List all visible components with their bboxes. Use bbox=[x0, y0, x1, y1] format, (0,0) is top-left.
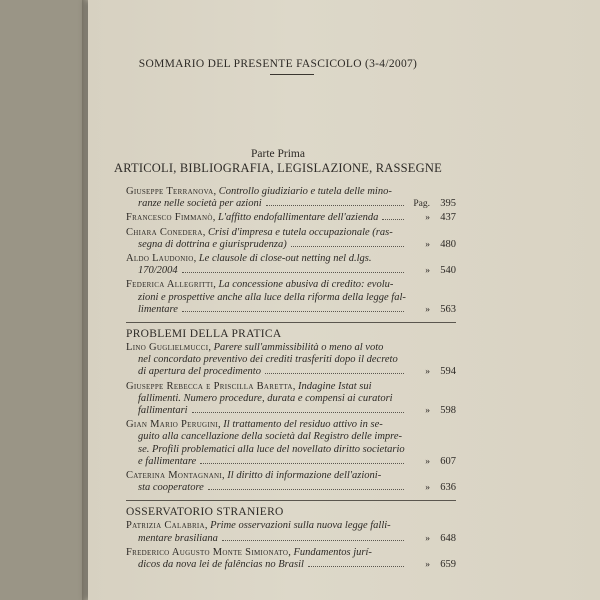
toc-entry-text: Giuseppe Rebecca e Priscilla Baretta, Indagine Istat sui bbox=[126, 380, 372, 392]
leader-dots bbox=[182, 271, 404, 273]
author-name: Gian Mario Perugini bbox=[126, 419, 219, 431]
toc-entry-line bbox=[126, 482, 456, 494]
toc-entry-line bbox=[126, 520, 456, 532]
author-name: Lino Guglielmucci bbox=[126, 342, 209, 354]
toc-entry-text: Chiara Conedera, Crisi d'impresa e tutela occupazionale (ras- bbox=[126, 226, 393, 238]
page-number: 607 bbox=[440, 455, 456, 467]
page-marker: » bbox=[425, 406, 430, 417]
section-divider bbox=[126, 500, 456, 501]
toc-entry bbox=[126, 279, 456, 316]
page-marker: » bbox=[425, 456, 430, 467]
toc-entry-text: Frederico Augusto Monte Simionato, Fundamentos jurí- bbox=[126, 546, 372, 558]
toc-entry-text bbox=[138, 431, 402, 442]
toc-entry-text: Lino Guglielmucci, Parere sull'ammissibilità o meno al voto bbox=[126, 342, 384, 354]
article-title: 170/2004 bbox=[138, 265, 178, 277]
leader-dots bbox=[222, 539, 404, 541]
article-title: mentare brasiliana bbox=[138, 532, 218, 544]
article-title: fallimentari bbox=[138, 405, 188, 417]
toc-entry-text bbox=[138, 456, 196, 468]
problemi-section bbox=[126, 342, 456, 494]
page-number: 594 bbox=[440, 366, 456, 378]
toc-entry bbox=[126, 381, 456, 418]
toc-entry-text bbox=[138, 304, 178, 316]
toc-entry bbox=[126, 227, 456, 251]
author-name: Caterina Montagnani bbox=[126, 470, 223, 482]
page-marker: » bbox=[425, 533, 430, 544]
leader-dots bbox=[265, 372, 404, 374]
toc-entry-line bbox=[126, 533, 456, 545]
author-name: Giuseppe Rebecca e Priscilla Baretta bbox=[126, 380, 293, 392]
article-title: zioni e prospettive anche alla luce della riforma della legge fal- bbox=[138, 291, 406, 303]
toc-entry-line bbox=[126, 547, 456, 559]
toc-entry bbox=[126, 253, 456, 277]
toc-entry-text bbox=[138, 482, 204, 494]
article-title: fallimenti. Numero procedure, durata e compensi ai curatori bbox=[138, 392, 393, 404]
toc-entry-line bbox=[126, 304, 456, 316]
toc-entry-line bbox=[126, 212, 456, 224]
page-marker: » bbox=[425, 367, 430, 378]
toc-entry bbox=[126, 520, 456, 544]
article-title: Il diritto di informazione dell'azioni- bbox=[227, 470, 382, 482]
toc-entry-text: Patrizia Calabria, Prime osservazioni sulla nuova legge falli- bbox=[126, 520, 391, 532]
article-title: Le clausole di close-out netting nel d.lgs. bbox=[198, 253, 372, 265]
article-title: ranze nelle società per azioni bbox=[138, 198, 262, 210]
toc-entry-line bbox=[126, 405, 456, 417]
toc-entry-line bbox=[126, 431, 456, 443]
table-of-contents bbox=[126, 186, 456, 573]
toc-entry-line bbox=[126, 470, 456, 482]
toc-entry-line bbox=[126, 253, 456, 265]
page-number: 563 bbox=[440, 303, 456, 315]
toc-entry-text bbox=[138, 366, 261, 378]
toc-entry-line bbox=[126, 559, 456, 571]
page-number: 659 bbox=[440, 559, 456, 571]
toc-entry-line bbox=[126, 265, 456, 277]
toc-entry-line bbox=[126, 354, 456, 366]
page-marker: » bbox=[425, 560, 430, 571]
toc-entry-text: Aldo Laudonio, Le clausole di close-out netting nel d.lgs. bbox=[126, 253, 372, 265]
page-marker: » bbox=[425, 213, 430, 224]
toc-entry-line bbox=[126, 292, 456, 304]
article-title: Il trattamento del residuo attivo in se- bbox=[223, 419, 383, 431]
toc-entry-text bbox=[138, 198, 262, 210]
toc-entry-line bbox=[126, 444, 456, 456]
contents-heading: SOMMARIO DEL PRESENTE FASCICOLO (3-4/2007) bbox=[138, 58, 418, 70]
article-title: guito alla cancellazione della società dal Registro delle impre- bbox=[138, 431, 403, 443]
article-title: nel concordato preventivo dei crediti trasferiti dopo il decreto bbox=[138, 354, 398, 366]
osservatorio-section bbox=[126, 520, 456, 571]
toc-entry-line bbox=[126, 366, 456, 378]
toc-entry-text bbox=[138, 533, 218, 545]
toc-entry-line bbox=[126, 393, 456, 405]
author-name: Aldo Laudonio bbox=[126, 253, 194, 265]
page-number: 598 bbox=[440, 405, 456, 417]
toc-entry-line bbox=[126, 227, 456, 239]
toc-entry-text: Federica Allegritti, La concessione abusiva di credito: evolu- bbox=[126, 279, 394, 291]
toc-entry-text: Caterina Montagnani, Il diritto di informazione dell'azioni- bbox=[126, 470, 382, 482]
toc-entry-line bbox=[126, 279, 456, 291]
author-name: Patrizia Calabria bbox=[126, 520, 205, 532]
toc-entry bbox=[126, 470, 456, 494]
page-marker: » bbox=[425, 483, 430, 494]
toc-entry-line bbox=[126, 456, 456, 468]
article-title: Crisi d'impresa e tutela occupazionale (ras- bbox=[208, 226, 393, 238]
toc-entry-line bbox=[126, 198, 456, 210]
page-marker: » bbox=[425, 239, 430, 250]
toc-entry bbox=[126, 419, 456, 468]
article-title: Fundamentos jurí- bbox=[293, 546, 372, 558]
toc-entry-text bbox=[138, 444, 405, 455]
leader-dots bbox=[266, 204, 404, 206]
leader-dots bbox=[192, 411, 404, 413]
page-number: 395 bbox=[440, 198, 456, 210]
page-number: 540 bbox=[440, 265, 456, 277]
toc-entry-line bbox=[126, 186, 456, 198]
toc-entry-text bbox=[138, 393, 393, 404]
article-title: e fallimentare bbox=[138, 455, 197, 467]
problemi-heading: PROBLEMI DELLA PRATICA bbox=[126, 328, 282, 341]
page-number: 636 bbox=[440, 482, 456, 494]
toc-entry-text: Gian Mario Perugini, Il trattamento del residuo attivo in se- bbox=[126, 419, 383, 431]
toc-entry-text bbox=[138, 405, 188, 417]
article-title: Controllo giudiziario e tutela delle mino- bbox=[218, 186, 392, 197]
author-name: Frederico Augusto Monte Simionato bbox=[126, 546, 289, 558]
author-name: Chiara Conedera bbox=[126, 226, 203, 238]
toc-entry-line bbox=[126, 381, 456, 393]
section-divider bbox=[126, 322, 456, 323]
toc-entry-line bbox=[126, 342, 456, 354]
toc-entry-text bbox=[138, 239, 287, 251]
part-subtitle: ARTICOLI, BIBLIOGRAFIA, LEGISLAZIONE, RASSEGNE bbox=[114, 161, 442, 175]
toc-entry-line bbox=[126, 239, 456, 251]
article-title: Indagine Istat sui bbox=[298, 380, 372, 392]
author-name: Federica Allegritti bbox=[126, 279, 214, 291]
toc-entry-text: Francesco Fimmanò, L'affitto endofallimentare dell'azienda bbox=[126, 212, 379, 224]
toc-entry-text bbox=[138, 265, 178, 277]
toc-entry-text bbox=[138, 559, 304, 571]
heading-rule bbox=[270, 74, 314, 75]
osservatorio-heading: OSSERVATORIO STRANIERO bbox=[126, 506, 284, 519]
leader-dots bbox=[291, 245, 404, 247]
toc-entry-line bbox=[126, 419, 456, 431]
page-number: 480 bbox=[440, 238, 456, 250]
article-title: Prime osservazioni sulla nuova legge falli- bbox=[210, 520, 391, 532]
page-marker: » bbox=[425, 304, 430, 315]
article-title: di apertura del procedimento bbox=[138, 366, 261, 378]
article-title: segna di dottrina e giurisprudenza) bbox=[138, 238, 287, 250]
article-title: dicos da nova lei de falências no Brasil bbox=[138, 559, 304, 571]
toc-entry bbox=[126, 212, 456, 224]
articoli-section bbox=[126, 186, 456, 316]
leader-dots bbox=[208, 488, 404, 490]
toc-entry-text bbox=[138, 292, 406, 303]
toc-entry-text: Giuseppe Terranova, Controllo giudiziario e tutela delle mino- bbox=[126, 186, 392, 197]
page-marker: Pag. bbox=[413, 199, 430, 210]
article-title: sta cooperatore bbox=[138, 482, 204, 494]
leader-dots bbox=[182, 310, 404, 312]
leader-dots bbox=[200, 462, 404, 464]
author-name: Giuseppe Terranova bbox=[126, 186, 214, 197]
article-title: La concessione abusiva di credito: evolu- bbox=[218, 279, 394, 291]
page-number: 437 bbox=[440, 212, 456, 224]
part-title: Parte Prima bbox=[251, 148, 305, 160]
page-number: 648 bbox=[440, 532, 456, 544]
author-name: Francesco Fimmanò bbox=[126, 212, 213, 224]
toc-entry bbox=[126, 186, 456, 210]
toc-entry bbox=[126, 342, 456, 379]
article-title: Parere sull'ammissibilità o meno al voto bbox=[213, 342, 384, 354]
leader-dots bbox=[308, 565, 404, 567]
page-marker: » bbox=[425, 266, 430, 277]
article-title: limentare bbox=[138, 303, 178, 315]
toc-entry bbox=[126, 547, 456, 571]
toc-entry-text bbox=[138, 354, 398, 365]
leader-dots bbox=[382, 218, 404, 220]
article-title: se. Profili problematici alla luce del novellato diritto societario bbox=[138, 443, 405, 455]
article-title: L'affitto endofallimentare dell'azienda bbox=[217, 212, 379, 224]
